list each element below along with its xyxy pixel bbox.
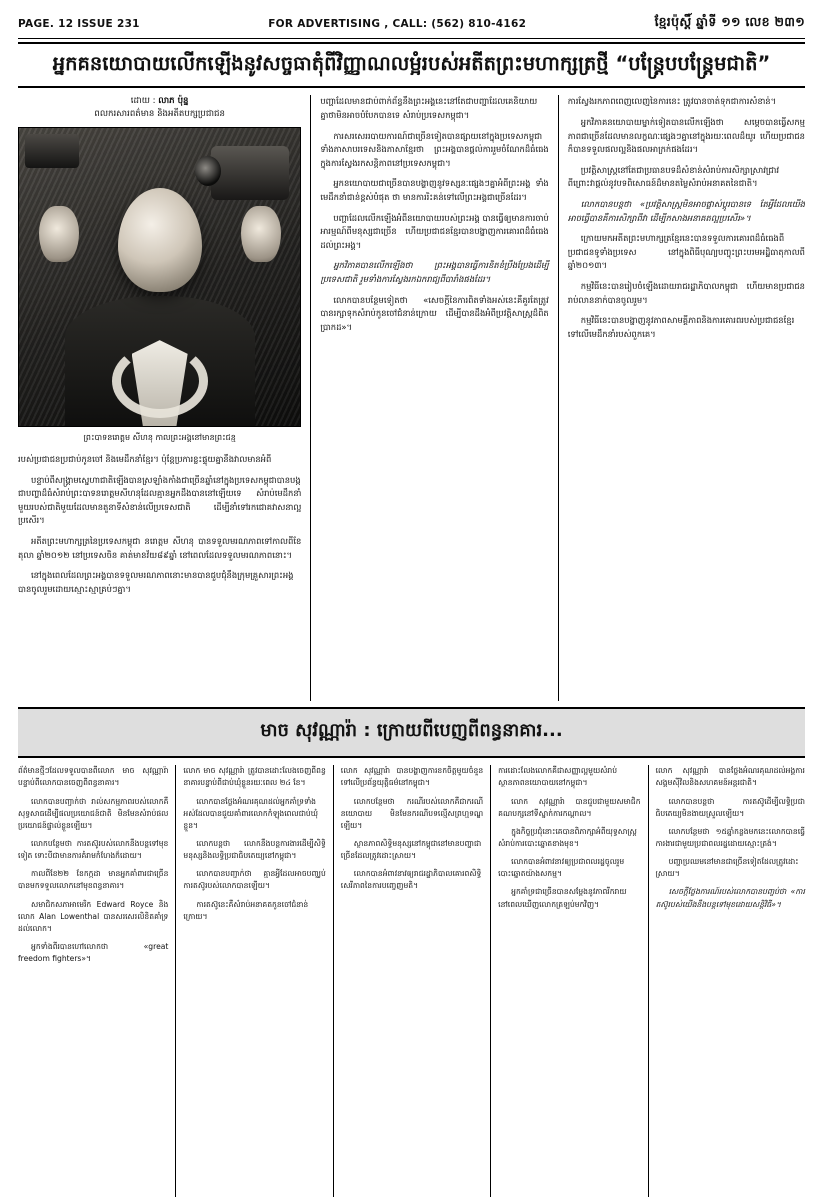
paragraph: លោកបានបញ្ជាក់ថា រាល់សកម្មភាពរបស់លោកគឺសុទ្ធសាធដើម្បីផលប្រយោជន៍ជាតិ មិនមែនសំរាប់ផលប្រយោជន៍ផ្ទាល់ខ្លួនឡើយ។ xyxy=(18,796,169,830)
top-article-column-3 xyxy=(558,95,805,701)
paragraph: បញ្ហាដែលមានជាប់ពាក់ព័ន្ធនឹងព្រះអង្គនេះនៅតែជាបញ្ហាដែលគេនិយាយគ្នាថាមិនអាចបំបែកបានទេ សំរាប់ប្រទេសកម្ពុជា។ xyxy=(320,96,538,120)
bottom-article-column-1 xyxy=(18,765,175,1197)
article-photo-wrap xyxy=(18,127,301,445)
paragraph-quote: លោកបានបន្តថា «ប្រវត្តិសាស្ត្រមិនអាចផ្លាស់ប្តូរបានទេ តែអ្វីដែលយើងអាចធ្វើបានគឺការសិក្សាពីវា ដើម្បីកសាងអនាគតល្អប្រសើរ»។ xyxy=(567,198,805,223)
top-article-column-2 xyxy=(310,95,557,701)
masthead-divider xyxy=(18,38,805,39)
paragraph: អតីតព្រះមហាក្សត្រនៃប្រទេសកម្ពុជា នរោត្តម សីហនុ បានទទួលមរណភាពទៅកាលពីខែតុលា ឆ្នាំ២០១២ នៅប្រទេសចិន គាត់មានវ័យ៨៩ឆ្នាំ នៅពេលដែលទទួលមរណភាពនោះ។ xyxy=(18,536,302,560)
paragraph: លោកបន្ថែមថា ករណីរបស់លោកគឺជាករណីនយោបាយ មិនមែនករណីបទល្មើសព្រហ្មទណ្ឌឡើយ។ xyxy=(340,796,484,830)
bottom-article-headline: មាច សុវណ្ណារ៉ា : ក្រោយពីបេញពីពន្ធនាគារ... xyxy=(260,720,563,742)
paragraph: ក្រោយមកអតីតព្រះមហាក្សត្រខ្មែរនេះបានទទួលការគោរពដ៏ធំធេងពីប្រជាជនទូទាំងប្រទេស នៅក្នុងពិធីបុណ្យបញ្ចុះព្រះបរមអដ្ឋិធាតុកាលពីឆ្នាំ២០១៣។ xyxy=(567,233,805,271)
paragraph: ការដោះលែងលោកគឺជាសញ្ញាល្អមួយសំរាប់ស្ថានភាពនយោបាយនៅកម្ពុជា។ xyxy=(498,766,618,788)
paragraph: ព័ត៌មានថ្មីៗដែលទទួលបានពីលោក មាច សុវណ្ណារ៉ា បន្ទាប់ពីលោកបានចេញពីពន្ធនាគារ។ xyxy=(18,766,169,788)
paragraph: លោក សុវណ្ណារ៉ា បានថ្លែងអំណរគុណដល់អង្គការសង្គមស៊ីវិលនិងសហគមន៍អន្តរជាតិ។ xyxy=(655,766,805,788)
paragraph: លោកបន្ថែមថា ១៥ឆ្នាំកន្លងមកនេះលោកបានធ្វើការងារជាមួយប្រជាពលរដ្ឋដោយស្មោះត្រង់។ xyxy=(655,826,805,849)
byline-prefix: ដោយ : xyxy=(130,96,156,107)
byline-author: លាភ ប៉ុន្ន xyxy=(158,96,189,107)
bottom-article-column-3 xyxy=(333,765,490,1197)
top-article xyxy=(18,95,805,701)
top-article-headline: អ្នកគនយោបាយលើកឡើងនូវសច្ចធាតុំពីវិញ្ញាណលម្អំរបស់អតីតព្រះមហាក្សត្រថ្មី “បន្រ្តែបបន្រ្តែមជាតិ” xyxy=(52,52,771,75)
paragraph: ការតស៊ូនេះគឺសំរាប់អនាគតកូនចៅជំនាន់ក្រោយ។ xyxy=(183,899,309,921)
paragraph: លោកបានបញ្ជាក់ថា គ្មានអ្វីដែលអាចបញ្ឈប់ការតស៊ូរបស់លោកបានឡើយ។ xyxy=(183,869,326,891)
bottom-headline-band xyxy=(18,707,805,758)
raised-hand-right xyxy=(241,206,281,262)
paragraph: ស្ថានភាពសិទ្ធិមនុស្សនៅកម្ពុជានៅមានបញ្ហាជាច្រើនដែលត្រូវដោះស្រាយ។ xyxy=(340,839,482,861)
paragraph: លោកបានបន្តថា ការតស៊ូដើម្បីលទ្ធិប្រជាធិបតេយ្យមិនងាយស្រួលឡើយ។ xyxy=(655,796,805,818)
paragraph: កាលពីខែ២២ ខែកក្កដា មានអ្នកគាំពារជាច្រើនបានមកទទួលលោកនៅមុខពន្ធនាគារ។ xyxy=(18,869,169,891)
paragraph: លោកបន្តថា លោកនឹងបន្តការងារដើម្បីសិទ្ធិមនុស្សនិងលទ្ធិប្រជាធិបតេយ្យនៅកម្ពុជា។ xyxy=(183,839,326,861)
paragraph: ការស្វែងរកភាពពេញលេញនៃការនេះ ត្រូវបានចាត់ទុកជាការសំខាន់។ xyxy=(567,96,777,107)
microphone-icon xyxy=(25,134,79,168)
masthead-khmer-issue: ខ្មែរប៉ុស្ដិ៍ ឆ្នាំទី ១១ លេខ ២៣១ xyxy=(654,14,805,29)
top-article-column-1 xyxy=(18,95,310,701)
paragraph-quote: សេចក្តីថ្លែងការណ៍របស់លោកបានបញ្ចប់ថា «ការតស៊ូរបស់យើងនឹងបន្តទៅមុខដោយសន្តិវិធី»។ xyxy=(655,887,805,909)
paragraph: លោកបានបន្ថែមទៀតថា «សេចក្តីនៃការពិតទាំងអស់នេះគឺគួរតែត្រូវបានរក្សាទុកសំរាប់កូនចៅជំនាន់ក្រោយ ដើម្បីបានដឹងអំពីប្រវត្តិសាស្ត្រដ៏ពិតប្រាកដ»។ xyxy=(320,294,549,332)
paragraph: ការសរសេររបាយការណ៍ជាច្រើនទៀតបានផ្សាយនៅក្នុងប្រទេសកម្ពុជា ទាំងភាសាបរទេសនិងភាសាខ្មែរថា ព្រះអង្គបានផ្តល់ការរួមចំណែកដ៏ធំធេងក្នុងការស្វែងរកសន្តិភាពនៅប្រទេសកម្ពុជា។ xyxy=(320,130,549,168)
paragraph: បន្ទាប់ពីសង្គ្រាមស្នេហាជាតិឡើងបានស្រឡាំងកាំងជាច្រើនឆ្នាំនៅក្នុងប្រទេសកម្ពុជាបានបង្កជាបញ្ហាដ៏ធំសំរាប់ព្រះបាទនរោត្តមសីហនុដែលគ្មានអ្នកដឹងបាននៅឡើយទេ សំរាប់មេដឹកនាំមួយរបស់ជាតិមួយដែលមានតួនាទីសំខាន់លើប្រទេសជាតិ ដើម្បីនាំទៅរកជោគវាសនាល្អប្រសើរ។ xyxy=(18,474,302,526)
advertising-contact: FOR ADVERTISING , CALL: (562) 810-4162 xyxy=(268,17,527,30)
page-issue-label: PAGE. 12 ISSUE 231 xyxy=(18,17,140,30)
paragraph: របស់ប្រជាជនប្រជាប់កូនចៅ និងមេដឹកនាំខ្មែរ។ ប៉ុន្តែប្រការខ្លះផ្ទុយគ្នានឹងវាលមានអំពី xyxy=(18,454,272,465)
photo-caption: ព្រះបាទនរោត្តម សីហនុ កាលព្រះអង្គនៅមានព្រះជន្ម xyxy=(83,433,236,443)
paragraph: បញ្ហាប្រឈមនៅមានជាច្រើនទៀតដែលត្រូវដោះស្រាយ។ xyxy=(655,857,799,879)
paragraph: ប្រវត្តិសាស្ត្រនៅតែជាប្រធានបទដ៏សំខាន់សំរាប់ការសិក្សាស្រាវជ្រាវ ពីព្រោះវាផ្តល់នូវបទពិសោធន៍ដ៏មានតម្លៃសំរាប់អនាគតនៃជាតិ។ xyxy=(567,164,780,189)
top-headline-band xyxy=(18,42,805,88)
paragraph: បញ្ហាដែលលើកឡើងអំពីនយោបាយរបស់ព្រះអង្គ បានធ្វើឲ្យមានការចាប់អារម្មណ៍ពីមនុស្សជាច្រើន ហើយប្រជាជនខ្មែរបានបង្ហាញការគោរពដ៏ធំធេងដល់ព្រះអង្គ។ xyxy=(320,212,549,250)
paragraph: លោកបានអំពាវនាវឲ្យប្រជាពលរដ្ឋចូលរួមបោះឆ្នោតយ៉ាងសកម្ម។ xyxy=(498,857,625,879)
paragraph-quote: អ្នកវិភាគបានលើកឡើងថា ព្រះអង្គបានធ្វើការខិតខំប្រឹងប្រែងដើម្បីប្រទេសជាតិ រួមទាំងការស្វែងរកឯករាជ្យពីបារាំងផងដែរ។ xyxy=(320,260,549,285)
camera-icon xyxy=(211,146,289,200)
paragraph: កម្មវិធីនេះបានបង្ហាញនូវភាពសាមគ្គីភាពនិងការគោរពរបស់ប្រជាជនខ្មែរទៅលើមេដឹកនាំរបស់ពួកគេ។ xyxy=(567,315,795,339)
paragraph: អ្នកគាំទ្រជាច្រើនបានសម្តែងនូវភាពរីករាយនៅពេលឃើញលោកត្រឡប់មកវិញ។ xyxy=(498,887,627,909)
paragraph: ក្នុងកិច្ចប្រជុំនោះគេបានពិភាក្សាអំពីយុទ្ធសាស្ត្រសំរាប់ការបោះឆ្នោតខាងមុខ។ xyxy=(498,826,637,849)
paragraph: កម្មវិធីនេះបានរៀបចំឡើងដោយរាជរដ្ឋាភិបាលកម្ពុជា ហើយមានប្រជាជនរាប់លាននាក់បានចូលរួម។ xyxy=(567,281,805,305)
paragraph: អ្នកវិភាគនយោបាយម្នាក់ទៀតបានលើកឡើងថា សម្តេចបានធ្វើសកម្មភាពជាច្រើនដែលមានលក្ខណៈផ្សេងៗគ្នានៅក្នុងរយៈពេលដ៏យូរ ហើយប្រជាជនក៏បានទទួលផលល្អនិងផលអាក្រក់ផងដែរ។ xyxy=(567,116,805,155)
paragraph: នៅក្នុងពេលដែលព្រះអង្គបានទទួលមរណភាពនោះមានបានជួបជុំនឹងក្រុមគ្រួសារព្រះអង្គបានចូលរួមដោយស្មោះស្មាគ្រប់ៗគ្នា។ xyxy=(18,570,294,594)
photo-sihanouk xyxy=(18,127,301,427)
paragraph: សមាជិកសភាអាមេរិក Edward Royce និងលោក Alan Lowenthal បានសរសេរលិខិតគាំទ្រដល់លោក។ xyxy=(18,899,169,933)
bottom-article-column-5 xyxy=(648,765,805,1197)
masthead xyxy=(18,14,805,38)
byline xyxy=(18,95,301,121)
paragraph: អ្នកនយោបាយជាច្រើនបានបង្ហាញនូវទស្សនៈផ្សេងៗគ្នាអំពីព្រះអង្គ ទាំងមេដឹកនាំជាន់ខ្ពស់បំផុត ថា មានការរិះគន់ទៅលើព្រះអង្គជាច្រើនដែរ។ xyxy=(320,178,549,202)
byline-role: ពលករសារពត៌មាន និងអតីតបក្សប្រជាជន xyxy=(94,109,225,120)
bottom-article-column-4 xyxy=(490,765,647,1197)
bottom-article xyxy=(18,765,805,1197)
flower-garland xyxy=(112,344,208,418)
paragraph: លោកបានអំពាវនាវឲ្យរាជរដ្ឋាភិបាលគោរពសិទ្ធិសេរីភាពនៃការបញ្ចេញមតិ។ xyxy=(340,869,482,891)
paragraph: លោក សុវណ្ណារ៉ា បានបង្ហាញការខកចិត្តមួយចំនួនទៅលើប្រព័ន្ធយុត្តិធម៌នៅកម្ពុជា។ xyxy=(340,766,484,788)
paragraph: លោក សុវណ្ណារ៉ា បានជួបជាមួយសមាជិកគណបក្សនៅទីស្នាក់ការកណ្តាល។ xyxy=(498,796,641,818)
paragraph: លោកបន្ថែមថា ការតស៊ូរបស់លោកនឹងបន្តទៅមុខទៀត ទោះបីជាមានការគំរាមកំហែងក៏ដោយ។ xyxy=(18,839,169,861)
bottom-article-column-2 xyxy=(175,765,332,1197)
raised-hand-left xyxy=(39,206,79,262)
paragraph: អ្នកទាំងពីរបានហៅលោកថា «great freedom fighters»។ xyxy=(18,942,169,964)
paragraph: លោកបានថ្លែងអំណរគុណដល់អ្នកគាំទ្រទាំងអស់ដែលបានជួយគាំពារលោកកំឡុងពេលជាប់ឃុំខ្លួន។ xyxy=(183,796,318,830)
paragraph: លោក មាច សុវណ្ណារ៉ា ត្រូវបានដោះលែងចេញពីពន្ធនាគារបន្ទាប់ពីជាប់ឃុំខ្លួនរយៈពេល ២៤ ខែ។ xyxy=(183,766,326,788)
